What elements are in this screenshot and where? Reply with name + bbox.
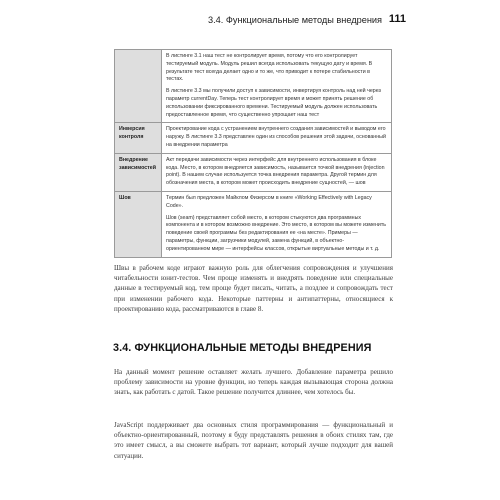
running-header-title: 3.4. Функциональные методы внедрения <box>208 15 382 25</box>
definition-cell <box>162 123 392 153</box>
term-cell <box>115 50 162 123</box>
table-row <box>115 50 392 123</box>
definition-paragraph: Акт передачи зависимости через интерфейс для внутреннего использования в блоке кода. Место, в котором внедряется зависимость, называется точкой внедрения (injection point). В нашем случае используется точка внедрения параметра. Другой термин для обозначения места, в котором может происходить внедрение сущностей, — шов <box>166 156 385 187</box>
running-header <box>0 13 500 33</box>
definition-cell <box>162 191 392 257</box>
body-paragraph: JavaScript поддерживает два основных стиля программирования — функциональный и объектно-ориентированный, поэтому я буду представлять решения в обоих стилях там, где это имеет смысл, а вы сможете выбрать тот вариант, который лучше подходит для вашей ситуации. <box>114 421 393 460</box>
terms-table <box>114 49 392 258</box>
table-row <box>115 123 392 153</box>
definition-paragraph: Проектирование кода с устранением внутреннего создания зависимостей и выводом его наружу. В листинге 3.3 представлен один из способов решения этой задачи, основанный на внедрении параметра <box>166 126 386 148</box>
term-cell: Внедрение зависимостей <box>115 153 162 191</box>
definition-cell <box>162 50 392 123</box>
definition-paragraph: Термин был предложен Майклом Физерсом в книге «Working Effectively with Legacy Code». <box>166 194 372 209</box>
page-number: 111 <box>388 13 406 25</box>
body-paragraph: На данный момент решение оставляет желать лучшего. Добавление параметра решило проблему зависимости на уровне функции, но теперь каждая вызывающая сторона должна знать, как работать с датой. Такое решение получится длиннее, чем хотелось бы. <box>114 368 393 397</box>
table-row <box>115 191 392 257</box>
table-row <box>115 153 392 191</box>
definition-cell <box>162 153 392 191</box>
definition-paragraph: Шов (seam) представляет собой место, в котором стыкуются два программных компонента и в котором возможно внедрение. Это место, в котором вы можете изменить поведение своей программы без редактирования ее «на месте». Примеры — параметры, функции, загрузчики модулей, замена функций, в объектно-ориентированном мире — интерфейсы классов, открытые виртуальные методы и т. д. <box>166 214 387 252</box>
term-cell: Шов <box>115 191 162 257</box>
definition-paragraph: В листинге 3.3 мы получили доступ к зависимости, инвертируя контроль над ней через параметр currentDay. Теперь тест контролирует время и может принять решение об использовании фиксированного времени. Тестируемый модуль должен использовать предоставленное время, что существенно упрощает наш тест <box>166 88 381 118</box>
body-paragraph: Швы в рабочем коде играют важную роль для облегчения сопровождения и улучшения читабельности юнит-тестов. Чем проще изменять и внедрять поведение или специальные данные в тестируемый код, тем проще будет писать, читать, а поздлее и сопровождать тест при изменении рабочего кода. Некоторые паттерны и антипаттерны, относящиеся к проектированию кода, рассматриваются в главе 8. <box>114 264 393 313</box>
term-cell: Инверсия контроля <box>115 123 162 153</box>
section-heading: 3.4. ФУНКЦИОНАЛЬНЫЕ МЕТОДЫ ВНЕДРЕНИЯ <box>113 342 372 354</box>
definition-paragraph: В листинге 3.1 наш тест не контролирует время, потому что его контролирует тестируемый модуль. Модуль решил всегда использовать текущую дату и время. В результате тест всегда делает одно и то же, что приводит к потере стабильности в тестах. <box>166 53 373 83</box>
